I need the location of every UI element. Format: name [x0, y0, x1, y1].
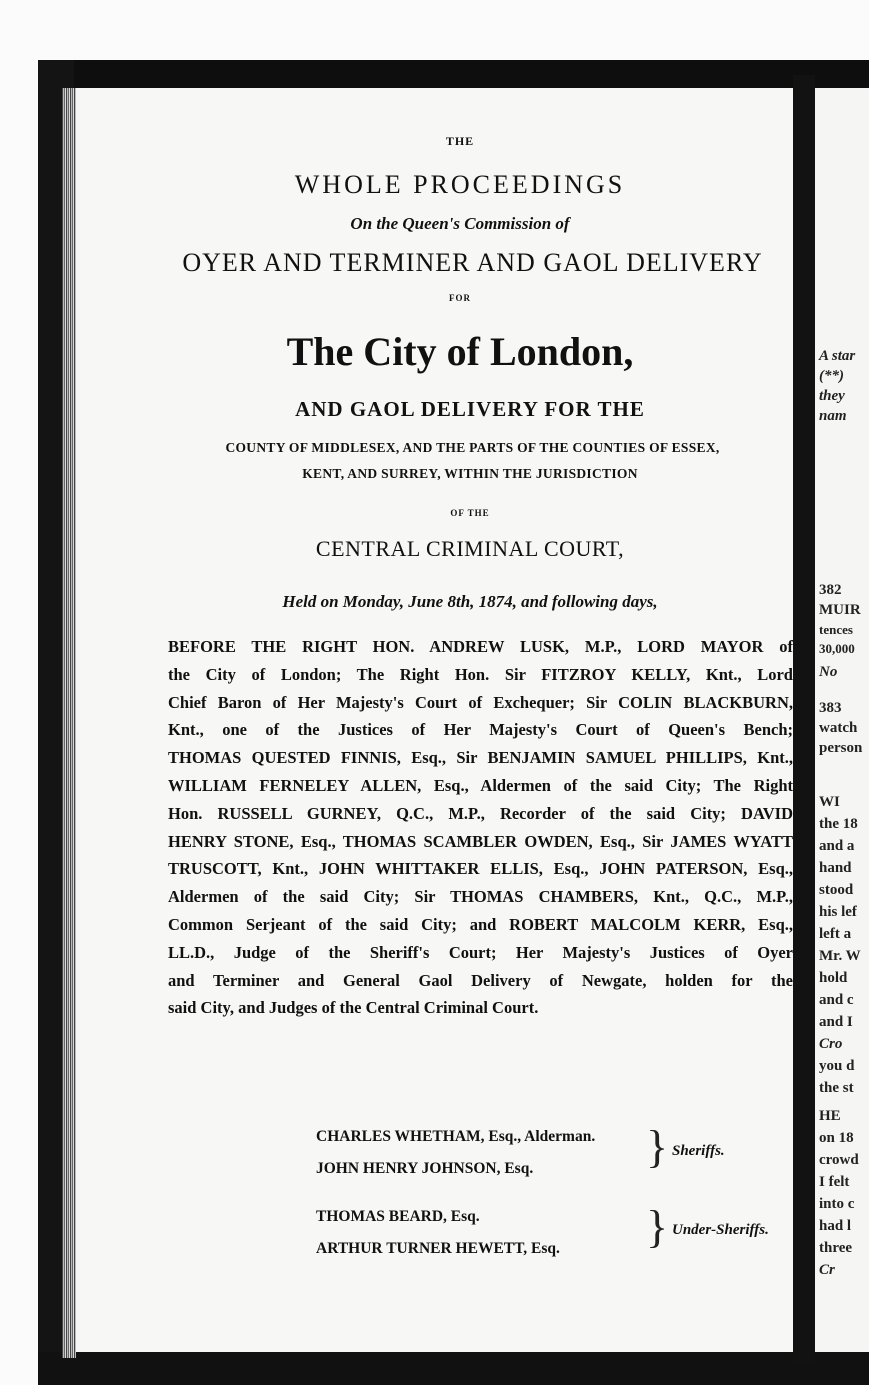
- paragraph-line: the City of London; The Right Hon. Sir FITZROY KELLY, Knt., Lord: [168, 664, 793, 684]
- paragraph-line: Chief Baron of Her Majesty's Court of Exchequer; Sir COLIN BLACKBURN,: [168, 692, 793, 712]
- title-court: CENTRAL CRIMINAL COURT,: [315, 536, 625, 561]
- paragraph-line: WILLIAM FERNELEY ALLEN, Esq., Aldermen of the said City; The Right: [168, 775, 793, 795]
- sheriffs-label: Sheriffs.: [672, 1143, 725, 1159]
- under-sheriff-name: ARTHUR TURNER HEWETT, Esq.: [316, 1240, 560, 1257]
- facing-line: and a: [819, 838, 855, 854]
- facing-line: crowd: [819, 1152, 859, 1168]
- facing-line: and I: [819, 1014, 853, 1030]
- brace-sheriffs: }: [646, 1121, 669, 1172]
- facing-line: into c: [819, 1196, 855, 1212]
- paragraph-line: BEFORE THE RIGHT HON. ANDREW LUSK, M.P., LORD MAYOR of: [168, 637, 793, 656]
- under-sheriffs-label: Under-Sheriffs.: [672, 1222, 769, 1238]
- title-city: The City of London,: [286, 329, 634, 374]
- binding-bottom: [38, 1352, 869, 1385]
- facing-line: I felt: [819, 1174, 850, 1190]
- title-held: Held on Monday, June 8th, 1874, and following days,: [282, 592, 658, 611]
- paragraph-line: TRUSCOTT, Knt., JOHN WHITTAKER ELLIS, Esq., JOHN PATERSON, Esq.,: [168, 859, 793, 879]
- facing-line: WI: [819, 794, 840, 810]
- facing-line: watch: [819, 720, 858, 736]
- facing-line: on 18: [819, 1130, 854, 1146]
- facing-line: had l: [819, 1218, 852, 1234]
- brace-under-sheriffs: }: [646, 1201, 669, 1252]
- facing-line: Cro: [819, 1036, 843, 1052]
- facing-line: three: [819, 1240, 853, 1256]
- facing-line: hold: [819, 970, 848, 986]
- facing-line: HE: [819, 1108, 841, 1124]
- facing-line: 382: [819, 582, 842, 598]
- title-for: FOR: [449, 293, 471, 303]
- sheriff-name: CHARLES WHETHAM, Esq., Alderman.: [316, 1128, 596, 1145]
- facing-line: person: [819, 740, 863, 756]
- facing-line: tences: [819, 622, 853, 637]
- under-sheriff-name: THOMAS BEARD, Esq.: [316, 1208, 480, 1225]
- paragraph-line: Aldermen of the said City; Sir THOMAS CHAMBERS, Knt., Q.C., M.P.,: [168, 887, 793, 907]
- paragraph-line: Hon. RUSSELL GURNEY, Q.C., M.P., Recorder of the said City; DAVID: [168, 803, 793, 823]
- facing-line: nam: [819, 408, 847, 424]
- facing-line: you d: [819, 1058, 855, 1074]
- facing-line: the st: [819, 1080, 854, 1096]
- justices-paragraph: [168, 633, 793, 1022]
- paragraph-line: LL.D., Judge of the Sheriff's Court; Her Majesty's Justices of Oyer: [168, 942, 793, 962]
- paragraph-line: and Terminer and General Gaol Delivery of Newgate, holden for the: [168, 970, 793, 990]
- paragraph-line: Common Serjeant of the said City; and ROBERT MALCOLM KERR, Esq.,: [168, 914, 793, 934]
- title-main: WHOLE PROCEEDINGS: [294, 170, 626, 199]
- title-county-line-1: COUNTY OF MIDDLESEX, AND THE PARTS OF THE COUNTIES OF ESSEX,: [225, 440, 720, 455]
- facing-line: and c: [819, 992, 854, 1008]
- page-edges: [62, 88, 76, 1358]
- title-gaol-delivery: AND GAOL DELIVERY FOR THE: [295, 397, 645, 421]
- paragraph-line: said City, and Judges of the Central Criminal Court.: [168, 998, 539, 1018]
- facing-line: Mr. W: [819, 948, 861, 964]
- facing-line: (**): [819, 368, 844, 384]
- facing-line: his lef: [819, 904, 857, 920]
- title-county-line-2: KENT, AND SURREY, WITHIN THE JURISDICTION: [302, 466, 638, 481]
- facing-line: MUIR: [819, 602, 861, 618]
- title-of-the: OF THE: [450, 508, 490, 518]
- paragraph-line: HENRY STONE, Esq., THOMAS SCAMBLER OWDEN, Esq., Sir JAMES WYATT: [168, 831, 793, 851]
- facing-page-fragment: [815, 88, 869, 1352]
- facing-line: hand: [819, 860, 852, 876]
- facing-line: 383: [819, 700, 842, 716]
- facing-line: left a: [819, 926, 852, 942]
- facing-line: No: [819, 664, 838, 680]
- facing-line: stood: [819, 882, 854, 898]
- title-the: THE: [445, 134, 475, 148]
- title-oyer: OYER AND TERMINER AND GAOL DELIVERY: [182, 248, 763, 277]
- book-gutter: [793, 75, 815, 1365]
- facing-line: Cr: [819, 1262, 835, 1278]
- paragraph-line: THOMAS QUESTED FINNIS, Esq., Sir BENJAMIN SAMUEL PHILLIPS, Knt.,: [168, 748, 793, 768]
- title-commission: On the Queen's Commission of: [350, 214, 570, 233]
- facing-line: 30,000: [819, 641, 855, 656]
- paragraph-line: Knt., one of the Justices of Her Majesty's Court of Queen's Bench;: [168, 720, 793, 740]
- facing-line: A star: [819, 348, 856, 364]
- facing-line: the 18: [819, 816, 858, 832]
- sheriff-name: JOHN HENRY JOHNSON, Esq.: [316, 1160, 534, 1177]
- facing-line: they: [819, 388, 845, 404]
- binding-top: [38, 60, 869, 88]
